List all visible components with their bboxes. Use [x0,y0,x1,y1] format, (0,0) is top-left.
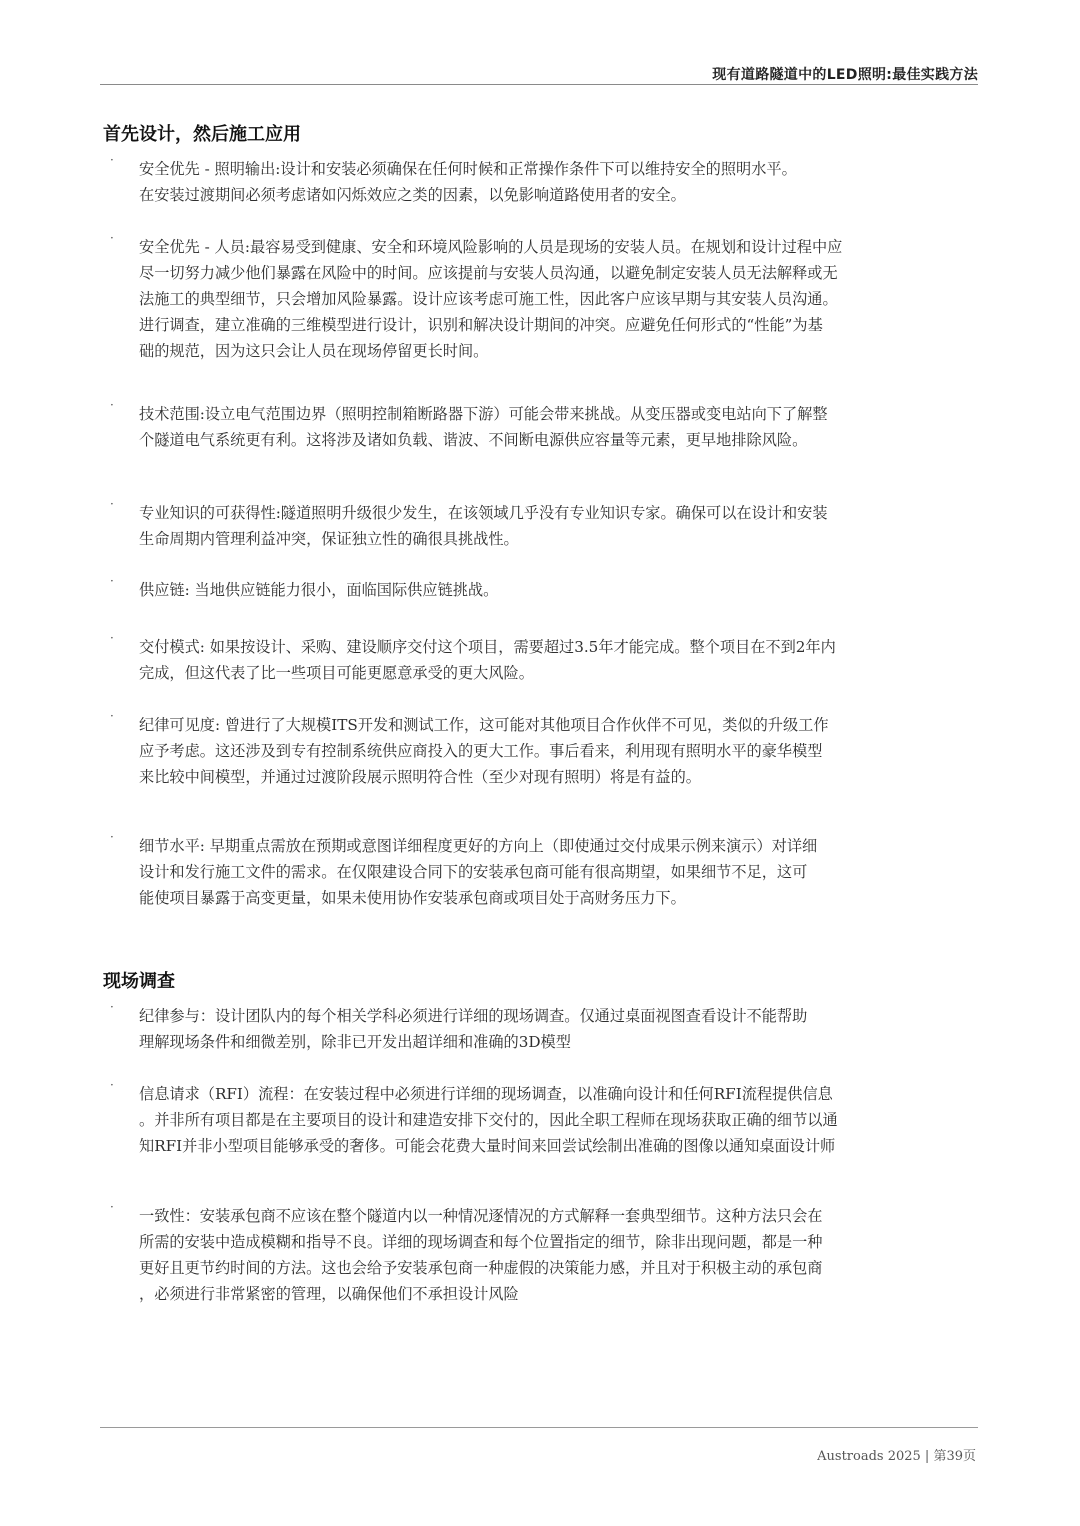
section-heading: 首先设计，然后施工应用 [103,124,301,145]
bullet-text-line: 交付模式: 如果按设计、采购、建设顺序交付这个项目，需要超过3.5年才能完成。整个项目在不到2年内 [139,638,836,656]
bullet-marker: · [110,1078,114,1092]
bullet-text-line: 安全优先 - 人员:最容易受到健康、安全和环境风险影响的人员是现场的安装人员。在规划和设计过程中应 [139,238,843,256]
page-footer: Austroads 2025 | 第39页 [817,1449,976,1464]
bullet-text-line: 法施工的典型细节，只会增加风险暴露。设计应该考虑可施工性，因此客户应该早期与其安装人员沟通。 [139,290,838,308]
bullet-text-line: 知RFI并非小型项目能够承受的奢侈。可能会花费大量时间来回尝试绘制出准确的图像以通知桌面设计师 [139,1137,836,1155]
header-divider [100,84,978,85]
bullet-marker: · [110,398,114,412]
bullet-item [103,1200,973,1307]
bullet-text-line: 个隧道电气系统更有利。这将涉及诸如负载、谐波、不间断电源供应容量等元素，更早地排除风险。 [139,431,808,449]
bullet-item [103,231,973,364]
section-heading: 现场调查 [103,971,175,992]
bullet-item [103,631,973,686]
bullet-text-line: 理解现场条件和细微差别，除非已开发出超详细和准确的3D模型 [139,1033,571,1051]
bullet-text [139,1203,973,1307]
bullet-text [139,156,973,208]
running-header-title: 现有道路隧道中的LED照明:最佳实践方法 [712,67,978,83]
bullet-text-line: 信息请求（RFI）流程：在安装过程中必须进行详细的现场调查，以准确向设计和任何RFI流程提供信息 [139,1085,833,1103]
bullet-item [103,153,973,208]
bullet-marker: · [110,231,114,245]
bullet-marker: · [110,1000,114,1014]
bullet-text [139,634,973,686]
bullet-marker: · [110,709,114,723]
bullet-text-line: 一致性：安装承包商不应该在整个隧道内以一种情况逐情况的方式解释一套典型细节。这种方法只会在 [139,1207,823,1225]
bullet-text [139,577,973,603]
bullet-item [103,398,973,453]
bullet-text-line: 础的规范，因为这只会让人员在现场停留更长时间。 [139,342,489,360]
bullet-text-line: 生命周期内管理利益冲突，保证独立性的确很具挑战性。 [139,530,519,548]
bullet-text-line: 专业知识的可获得性:隧道照明升级很少发生，在该领域几乎没有专业知识专家。确保可以在设计和安装 [139,504,828,522]
bullet-text-line: 设计和发行施工文件的需求。在仅限建设合同下的安装承包商可能有很高期望，如果细节不足，这可 [139,863,808,881]
bullet-marker: · [110,574,114,588]
bullet-text-line: 在安装过渡期间必须考虑诸如闪烁效应之类的因素，以免影响道路使用者的安全。 [139,186,686,204]
bullet-marker: · [110,497,114,511]
bullet-text-line: 完成，但这代表了比一些项目可能更愿意承受的更大风险。 [139,664,534,682]
footer-divider [100,1427,978,1428]
bullet-text-line: 更好且更节约时间的方法。这也会给予安装承包商一种虚假的决策能力感，并且对于积极主动的承包商 [139,1259,823,1277]
bullet-text-line: 纪律可见度: 曾进行了大规模ITS开发和测试工作，这可能对其他项目合作伙伴不可见，类似的升级工作 [139,716,829,734]
bullet-marker: · [110,153,114,167]
bullet-text [139,500,973,552]
bullet-text [139,833,973,911]
bullet-item [103,709,973,790]
bullet-item [103,830,973,911]
bullet-text [139,234,973,364]
bullet-text-line: 。并非所有项目都是在主要项目的设计和建造安排下交付的，因此全职工程师在现场获取正确的细节以通 [139,1111,838,1129]
bullet-marker: · [110,830,114,844]
bullet-item [103,1000,973,1055]
bullet-text-line: 能使项目暴露于高变更量，如果未使用协作安装承包商或项目处于高财务压力下。 [139,889,686,907]
bullet-item [103,497,973,552]
bullet-text [139,1003,973,1055]
bullet-marker: · [110,631,114,645]
bullet-text-line: 技术范围:设立电气范围边界（照明控制箱断路器下游）可能会带来挑战。从变压器或变电站向下了解整 [139,405,828,423]
bullet-text-line: 应予考虑。这还涉及到专有控制系统供应商投入的更大工作。事后看来，利用现有照明水平的豪华模型 [139,742,823,760]
bullet-text-line: ，必须进行非常紧密的管理，以确保他们不承担设计风险 [139,1285,519,1303]
bullet-text-line: 安全优先 - 照明输出:设计和安装必须确保在任何时候和正常操作条件下可以维持安全的照明水平。 [139,160,797,178]
bullet-text [139,712,973,790]
bullet-text-line: 尽一切努力减少他们暴露在风险中的时间。应该提前与安装人员沟通，以避免制定安装人员无法解释或无 [139,264,838,282]
bullet-text-line: 进行调查，建立准确的三维模型进行设计，识别和解决设计期间的冲突。应避免任何形式的“性能”为基 [139,316,823,334]
bullet-text-line: 来比较中间模型，并通过过渡阶段展示照明符合性（至少对现有照明）将是有益的。 [139,768,701,786]
bullet-text [139,1081,973,1159]
bullet-text-line: 纪律参与：设计团队内的每个相关学科必须进行详细的现场调查。仅通过桌面视图查看设计不能帮助 [139,1007,808,1025]
bullet-text-line: 细节水平: 早期重点需放在预期或意图详细程度更好的方向上（即使通过交付成果示例来演示）对详细 [139,837,818,855]
bullet-item [103,574,973,603]
bullet-item [103,1078,973,1159]
bullet-text-line: 所需的安装中造成模糊和指导不良。详细的现场调查和每个位置指定的细节，除非出现问题，都是一种 [139,1233,823,1251]
bullet-text-line: 供应链: 当地供应链能力很小，面临国际供应链挑战。 [139,581,499,599]
bullet-marker: · [110,1200,114,1214]
bullet-text [139,401,973,453]
